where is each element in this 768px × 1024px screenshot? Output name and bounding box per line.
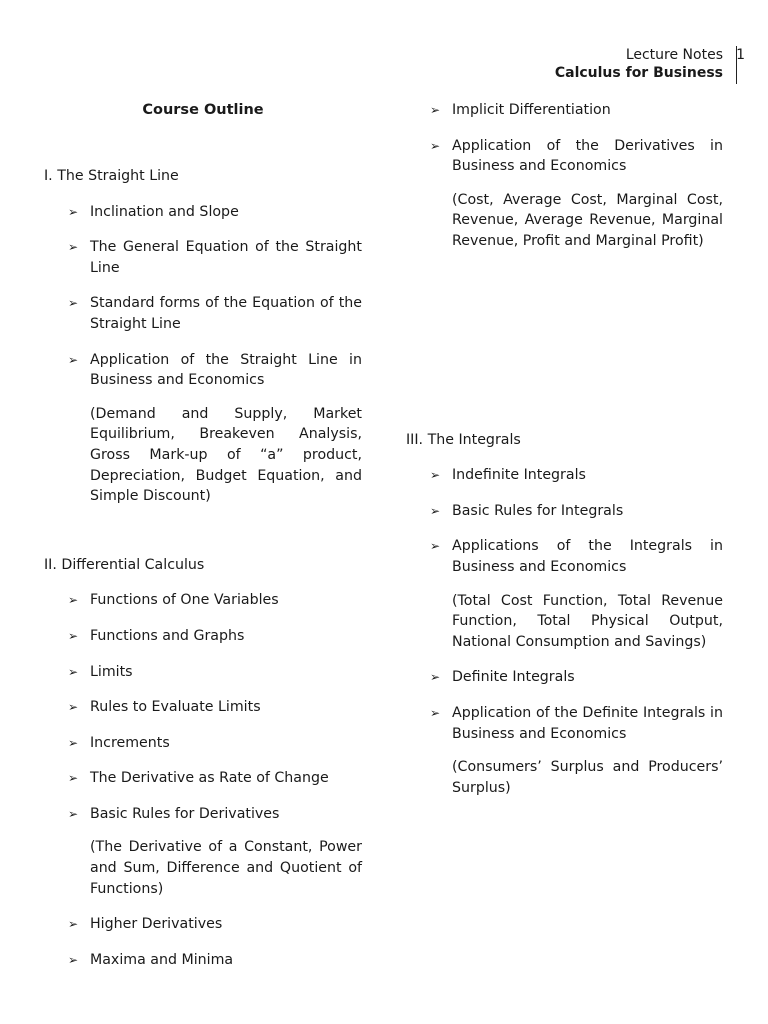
section-list-differential-calculus (44, 590, 362, 824)
arrow-bullet-icon: ➢ (430, 539, 441, 554)
arrow-bullet-icon: ➢ (68, 952, 79, 967)
list-item: ➢ Standard forms of the Equation of the Straight Line (68, 295, 362, 332)
list-item: ➢ Implicit Differentiation (406, 100, 723, 121)
arrow-bullet-icon: ➢ (68, 593, 79, 608)
list-item: ➢ Application of the Derivatives in Business and Economics (430, 137, 723, 175)
note-derivative-rules: (The Derivative of a Constant, Power and Sum, Difference and Quotient of Functions) (90, 839, 362, 897)
arrow-bullet-icon: ➢ (430, 103, 441, 117)
note-definite-integral-applications: (Consumers’ Surplus and Producers’ Surplus) (452, 759, 723, 796)
section-list-integrals (406, 465, 723, 577)
list-item: ➢ Functions and Graphs (44, 626, 362, 647)
list-item: ➢ Inclination and Slope (44, 202, 362, 223)
arrow-bullet-icon: ➢ (68, 806, 79, 821)
section-heading-straight-line: I. The Straight Line (44, 168, 179, 184)
section-list-differential-calculus-cont2 (406, 100, 723, 177)
list-item: ➢ Functions of One Variables (44, 590, 362, 611)
list-item: ➢ The Derivative as Rate of Change (44, 768, 362, 789)
arrow-bullet-icon: ➢ (68, 352, 79, 367)
arrow-bullet-icon: ➢ (68, 700, 79, 715)
arrow-bullet-icon: ➢ (68, 735, 79, 750)
section-heading-integrals: III. The Integrals (406, 431, 521, 448)
arrow-bullet-icon: ➢ (68, 917, 79, 932)
arrow-bullet-icon: ➢ (68, 628, 79, 643)
arrow-bullet-icon: ➢ (68, 240, 79, 255)
arrow-bullet-icon: ➢ (430, 468, 441, 483)
note-integral-applications: (Total Cost Function, Total Revenue Function, Total Physical Output, National Consumption and Savings) (452, 592, 723, 650)
arrow-bullet-icon: ➢ (68, 771, 79, 786)
list-item: ➢ Applications of the Integrals in Business and Economics (430, 538, 723, 575)
arrow-bullet-icon: ➢ (430, 705, 441, 720)
list-item: ➢ Indefinite Integrals (406, 465, 723, 486)
arrow-bullet-icon: ➢ (68, 296, 79, 311)
page-header (423, 46, 745, 82)
list-item: ➢ Basic Rules for Derivatives (44, 804, 362, 825)
section-list-straight-line (44, 202, 362, 391)
list-item: ➢ Higher Derivatives (44, 914, 362, 935)
arrow-bullet-icon: ➢ (430, 503, 441, 518)
list-item: ➢ Definite Integrals (406, 667, 723, 688)
arrow-bullet-icon: ➢ (430, 670, 441, 685)
list-item: ➢ Application of the Straight Line in Business and Economics (68, 351, 362, 389)
list-item: ➢ Application of the Definite Integrals in Business and Economics (430, 704, 723, 742)
list-item: ➢ The General Equation of the Straight Line (68, 239, 362, 276)
section-heading-differential-calculus: II. Differential Calculus (44, 556, 205, 573)
list-item: ➢ Increments (44, 733, 362, 754)
left-column (44, 100, 362, 970)
arrow-bullet-icon: ➢ (430, 138, 441, 153)
list-item: ➢ Maxima and Minima (44, 950, 362, 971)
arrow-bullet-icon: ➢ (68, 664, 79, 679)
list-item: ➢ Basic Rules for Integrals (406, 501, 723, 522)
arrow-bullet-icon: ➢ (68, 204, 79, 219)
header-course-title: Calculus for Business (554, 65, 723, 81)
list-item: ➢ Rules to Evaluate Limits (44, 697, 362, 718)
note-derivative-applications: (Cost, Average Cost, Marginal Cost, Revenue, Average Revenue, Marginal Revenue, Profit and Marginal Profit) (452, 191, 723, 249)
page-number: 1 (736, 47, 745, 63)
right-column (406, 100, 723, 798)
list-item: ➢ Limits (44, 662, 362, 683)
note-straight-line-applications: (Demand and Supply, Market Equilibrium, Breakeven Analysis, Gross Mark-up of “a” product, Depreciation, Budget Equation, and Simple Discount) (90, 405, 362, 505)
section-list-integrals-cont (406, 667, 723, 744)
header-label: Lecture Notes (625, 47, 723, 63)
section-list-differential-calculus-cont (44, 914, 362, 970)
outline-title: Course Outline (142, 102, 264, 118)
